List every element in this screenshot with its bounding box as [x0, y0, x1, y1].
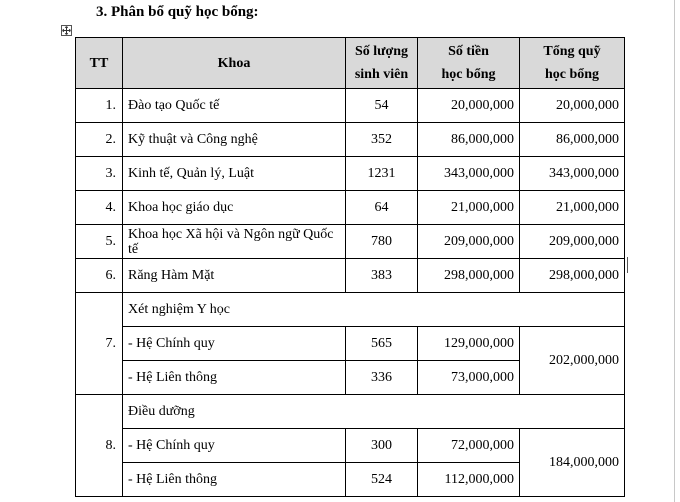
group-title: Điều dưỡng — [123, 395, 625, 429]
cell-amount: 20,000,000 — [418, 89, 520, 123]
section-heading: 3. Phân bổ quỹ học bổng: — [96, 4, 259, 20]
cell-total: 202,000,000 — [520, 327, 625, 395]
cell-khoa: - Hệ Liên thông — [123, 361, 346, 395]
cell-total: 20,000,000 — [520, 89, 625, 123]
group-title: Xét nghiệm Y học — [123, 293, 625, 327]
table-row — [76, 123, 625, 157]
cell-khoa: - Hệ Liên thông — [123, 463, 346, 497]
table-row — [76, 157, 625, 191]
header-tt: TT — [76, 38, 123, 89]
cell-amount: 72,000,000 — [418, 429, 520, 463]
header-students — [346, 38, 418, 89]
cell-total: 343,000,000 — [520, 157, 625, 191]
cell-amount: 73,000,000 — [418, 361, 520, 395]
cell-amount: 298,000,000 — [418, 259, 520, 293]
table-header-row — [76, 38, 625, 89]
cell-students: 64 — [346, 191, 418, 225]
cell-students: 1231 — [346, 157, 418, 191]
cell-tt: 7. — [76, 293, 123, 395]
cell-khoa: Kỹ thuật và Công nghệ — [123, 123, 346, 157]
header-total — [520, 38, 625, 89]
header-students-line2: sinh viên — [354, 67, 409, 82]
cell-students: 352 — [346, 123, 418, 157]
cell-tt: 8. — [76, 395, 123, 497]
table-row — [76, 191, 625, 225]
cell-total: 298,000,000 — [520, 259, 625, 293]
move-icon — [62, 26, 71, 35]
cell-students: 383 — [346, 259, 418, 293]
header-amount-line1: Số tiền — [448, 44, 489, 59]
cell-students: 336 — [346, 361, 418, 395]
cell-students: 54 — [346, 89, 418, 123]
group-header-row — [76, 395, 625, 429]
cell-total: 184,000,000 — [520, 429, 625, 497]
cell-khoa: - Hệ Chính quy — [123, 429, 346, 463]
cell-khoa: - Hệ Chính quy — [123, 327, 346, 361]
group-header-row — [76, 293, 625, 327]
sub-row — [76, 429, 625, 463]
cell-khoa: Khoa học giáo dục — [123, 191, 346, 225]
cell-students: 524 — [346, 463, 418, 497]
cell-amount: 129,000,000 — [418, 327, 520, 361]
cell-amount: 86,000,000 — [418, 123, 520, 157]
cell-khoa: Đào tạo Quốc tế — [123, 89, 346, 123]
table-row — [76, 225, 625, 259]
header-amount — [418, 38, 520, 89]
table-row — [76, 259, 625, 293]
cell-amount: 209,000,000 — [418, 225, 520, 259]
header-amount-line2: học bổng — [441, 67, 496, 82]
cell-tt: 5. — [76, 225, 123, 259]
cell-khoa: Răng Hàm Mặt — [123, 259, 346, 293]
cell-students: 565 — [346, 327, 418, 361]
table-move-handle[interactable] — [61, 25, 72, 36]
cell-amount: 21,000,000 — [418, 191, 520, 225]
cell-amount: 112,000,000 — [418, 463, 520, 497]
sub-row — [76, 327, 625, 361]
text-cursor — [627, 257, 628, 273]
cell-tt: 4. — [76, 191, 123, 225]
cell-khoa: Kinh tế, Quản lý, Luật — [123, 157, 346, 191]
cell-khoa: Khoa học Xã hội và Ngôn ngữ Quốc tế — [123, 225, 346, 259]
cell-total: 209,000,000 — [520, 225, 625, 259]
header-total-line1: Tổng quỹ — [543, 44, 601, 59]
cell-total: 86,000,000 — [520, 123, 625, 157]
cell-amount: 343,000,000 — [418, 157, 520, 191]
table-row — [76, 89, 625, 123]
cell-tt: 3. — [76, 157, 123, 191]
header-students-line1: Số lượng — [354, 44, 409, 59]
cell-students: 780 — [346, 225, 418, 259]
scholarship-table — [75, 37, 625, 497]
cell-students: 300 — [346, 429, 418, 463]
cell-tt: 1. — [76, 89, 123, 123]
header-khoa: Khoa — [123, 38, 346, 89]
header-total-line2: học bổng — [544, 67, 600, 82]
cell-tt: 6. — [76, 259, 123, 293]
cell-tt: 2. — [76, 123, 123, 157]
cell-total: 21,000,000 — [520, 191, 625, 225]
page-edge-rule — [674, 0, 675, 502]
